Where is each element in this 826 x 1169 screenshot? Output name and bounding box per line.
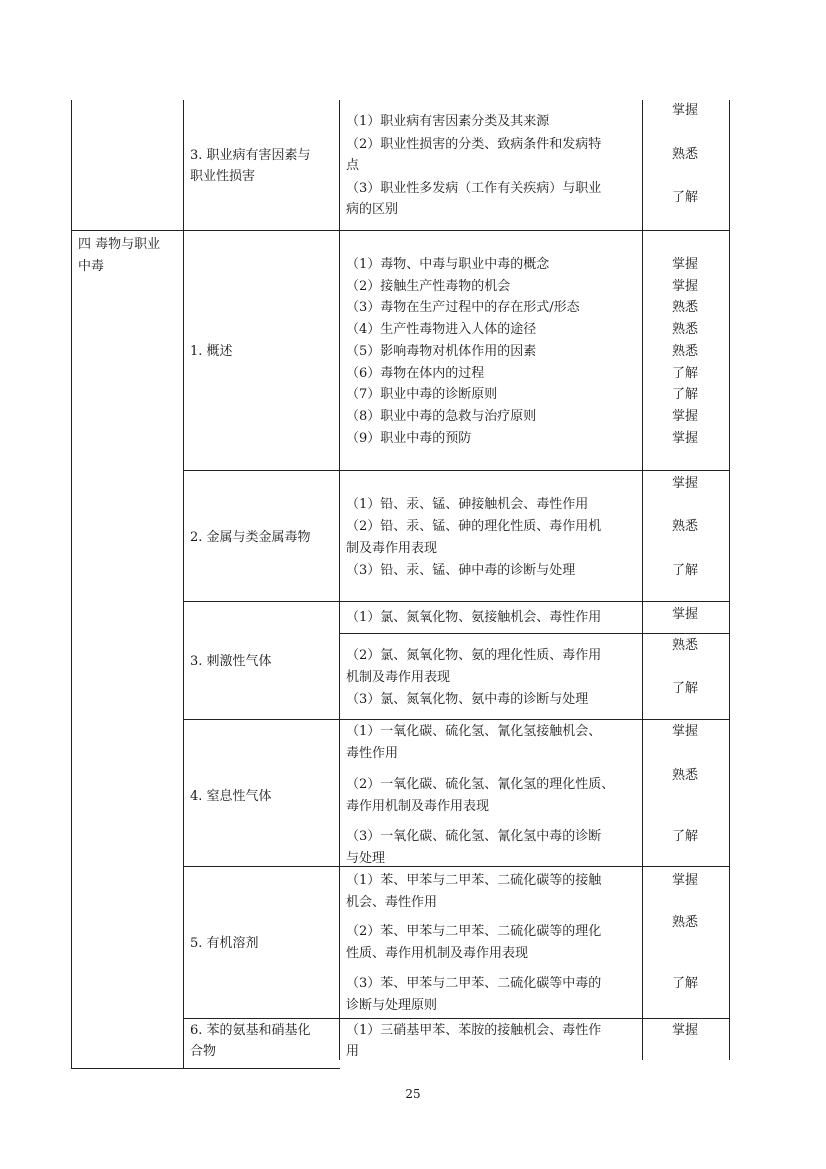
level-label: 掌握 <box>672 431 699 446</box>
topic-name: 5. 有机溶剂 <box>190 936 259 951</box>
item-text: （5）影响毒物对机体作用的因素 <box>346 344 537 359</box>
level-label: 熟悉 <box>672 300 699 315</box>
level-label: 掌握 <box>672 279 699 294</box>
level-label: 熟悉 <box>672 638 699 653</box>
topic-name: 1. 概述 <box>190 344 233 359</box>
item-text: （2）苯、甲苯与二甲苯、二硫化碳等的理化 <box>346 924 602 939</box>
item-text: （3）一氧化碳、硫化氢、氰化氢中毒的诊断 <box>346 829 602 844</box>
level-label: 掌握 <box>672 257 699 272</box>
level-label: 了解 <box>672 681 699 696</box>
level-label: 熟悉 <box>672 344 699 359</box>
level-label: 熟悉 <box>672 519 699 534</box>
topic-name: 合物 <box>190 1044 217 1059</box>
level-label: 熟悉 <box>672 768 699 783</box>
item-text: （2）一氧化碳、硫化氢、氰化氢的理化性质、 <box>346 777 615 792</box>
item-text: （1）三硝基甲苯、苯胺的接触机会、毒性作 <box>346 1023 602 1038</box>
item-text: （3）职业性多发病（工作有关疾病）与职业 <box>346 181 602 196</box>
item-text: （7）职业中毒的诊断原则 <box>346 387 498 402</box>
item-text: 用 <box>346 1044 360 1059</box>
item-text: （1）氯、氮氧化物、氨接触机会、毒性作用 <box>346 610 602 625</box>
level-label: 了解 <box>672 190 699 205</box>
item-text: （1）苯、甲苯与二甲苯、二硫化碳等的接触 <box>346 873 602 888</box>
item-text: 机会、毒性作用 <box>346 895 438 910</box>
level-label: 掌握 <box>672 103 699 118</box>
item-text: 机制及毒作用表现 <box>346 670 451 685</box>
level-label: 掌握 <box>672 724 699 739</box>
item-text: 制及毒作用表现 <box>346 541 438 556</box>
item-text: （6）毒物在体内的过程 <box>346 366 485 381</box>
chapter-title: 中毒 <box>78 259 105 274</box>
level-label: 了解 <box>672 563 699 578</box>
item-text: 毒性作用 <box>346 746 399 761</box>
item-text: （4）生产性毒物进入人体的途径 <box>346 322 537 337</box>
level-label: 了解 <box>672 387 699 402</box>
level-label: 熟悉 <box>672 147 699 162</box>
item-text: （1）毒物、中毒与职业中毒的概念 <box>346 257 550 272</box>
item-text: （3）氯、氮氧化物、氨中毒的诊断与处理 <box>346 692 589 707</box>
level-label: 掌握 <box>672 409 699 424</box>
page-number: 25 <box>405 1087 421 1101</box>
topic-name: 3. 职业病有害因素与 <box>190 148 311 163</box>
item-text: 性质、毒作用机制及毒作用表现 <box>346 946 529 961</box>
item-text: （1）铅、汞、锰、砷接触机会、毒性作用 <box>346 497 589 512</box>
level-label: 了解 <box>672 829 699 844</box>
topic-name: 3. 刺激性气体 <box>190 654 272 669</box>
item-text: （8）职业中毒的急救与治疗原则 <box>346 409 537 424</box>
item-text: （3）苯、甲苯与二甲苯、二硫化碳等中毒的 <box>346 976 602 991</box>
level-label: 掌握 <box>672 873 699 888</box>
item-text: （2）接触生产性毒物的机会 <box>346 279 511 294</box>
item-text: （3）铅、汞、锰、砷中毒的诊断与处理 <box>346 563 576 578</box>
level-label: 熟悉 <box>672 322 699 337</box>
item-text: 病的区别 <box>346 202 399 217</box>
topic-name: 职业性损害 <box>190 169 256 184</box>
item-text: 毒作用机制及毒作用表现 <box>346 799 490 814</box>
level-label: 熟悉 <box>672 915 699 930</box>
level-label: 掌握 <box>672 1023 699 1038</box>
level-label: 了解 <box>672 976 699 991</box>
level-label: 掌握 <box>672 476 699 491</box>
item-text: 点 <box>346 158 360 173</box>
topic-name: 4. 窒息性气体 <box>190 789 272 804</box>
item-text: （9）职业中毒的预防 <box>346 431 472 446</box>
item-text: （2）铅、汞、锰、砷的理化性质、毒作用机 <box>346 519 602 534</box>
topic-name: 6. 苯的氨基和硝基化 <box>190 1023 311 1038</box>
topic-name: 2. 金属与类金属毒物 <box>190 530 311 545</box>
level-label: 掌握 <box>672 607 699 622</box>
item-text: （2）职业性损害的分类、致病条件和发病特 <box>346 137 602 152</box>
item-text: （2）氯、氮氧化物、氨的理化性质、毒作用 <box>346 648 602 663</box>
chapter-title: 四 毒物与职业 <box>78 237 161 252</box>
item-text: （3）毒物在生产过程中的存在形式/形态 <box>346 300 580 315</box>
item-text: 与处理 <box>346 851 386 866</box>
item-text: 诊断与处理原则 <box>346 998 438 1013</box>
item-text: （1）一氧化碳、硫化氢、氰化氢接触机会、 <box>346 724 602 739</box>
level-label: 了解 <box>672 366 699 381</box>
item-text: （1）职业病有害因素分类及其来源 <box>346 114 550 129</box>
